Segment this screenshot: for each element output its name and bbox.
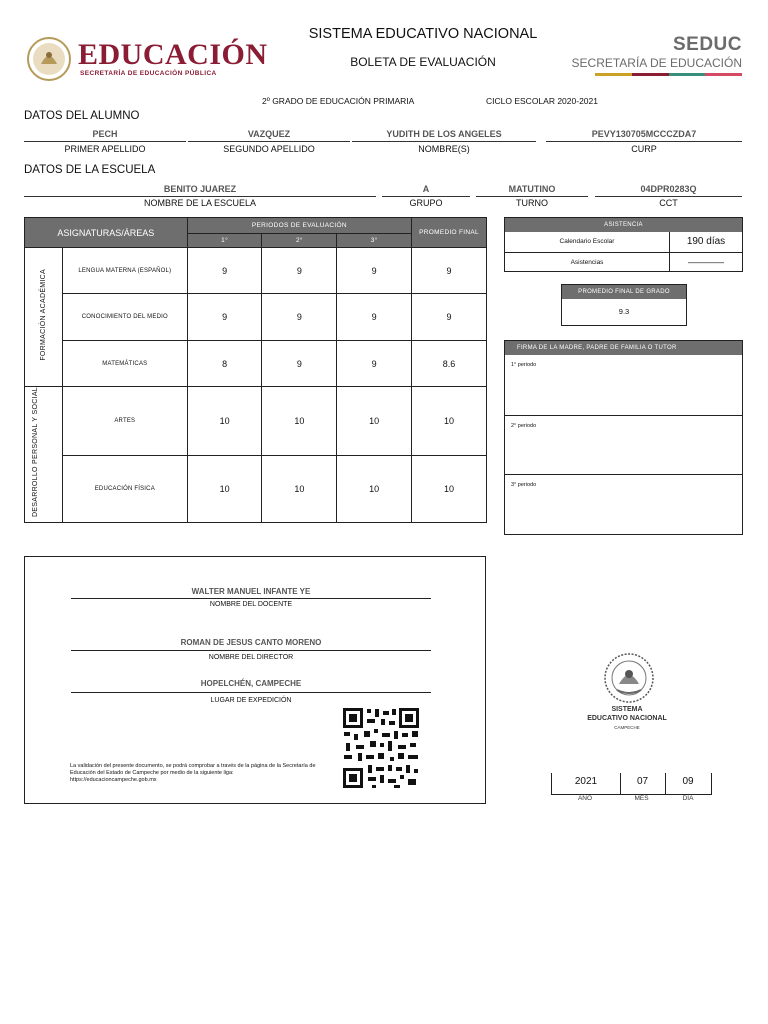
teacher-name: WALTER MANUEL INFANTE YE bbox=[191, 587, 311, 596]
calendar-value: 190 días bbox=[686, 236, 726, 247]
place-name: HOPELCHÉN, CAMPECHE bbox=[200, 679, 302, 688]
school-name-label: NOMBRE DE LA ESCUELA bbox=[143, 198, 257, 208]
names-label: NOMBRE(S) bbox=[418, 144, 470, 154]
attendance-row bbox=[505, 232, 742, 253]
divider bbox=[546, 141, 742, 142]
grade-cell: 9 bbox=[337, 294, 412, 341]
final-average-value: 9.3 bbox=[618, 307, 630, 316]
final-grade-cell: 9 bbox=[412, 294, 487, 341]
divider bbox=[188, 141, 350, 142]
names-value: YUDITH DE LOS ANGELES bbox=[386, 129, 502, 139]
divider bbox=[24, 196, 376, 197]
date-year-label: AÑO bbox=[577, 795, 593, 802]
grade-cell: 9 bbox=[187, 294, 262, 341]
validation-text: La validación del presente documento, se podrá comprobar a través de la página de la Secretaría de Educación del Estado de Campeche por medio de la siguiente liga: https://educacioncampeche.gob.mx bbox=[70, 763, 316, 783]
divider bbox=[382, 196, 470, 197]
date-day-label: DÍA bbox=[682, 795, 694, 802]
subject-cell: ARTES bbox=[62, 387, 187, 456]
date-month-label: MES bbox=[634, 795, 649, 802]
director-label: NOMBRE DEL DIRECTOR bbox=[208, 654, 294, 661]
sen-stamp bbox=[578, 652, 676, 732]
table-row bbox=[25, 341, 487, 387]
table-row bbox=[25, 387, 487, 456]
cct-value: 04DPR0283Q bbox=[640, 184, 697, 194]
logo-subtitle: SECRETARÍA DE EDUCACIÓN PÚBLICA bbox=[80, 70, 217, 77]
first-surname-label: PRIMER APELLIDO bbox=[64, 144, 146, 154]
date-box bbox=[551, 773, 712, 795]
grade-cell: 9 bbox=[262, 294, 337, 341]
period-3-header: 3° bbox=[337, 234, 412, 248]
divider bbox=[71, 650, 431, 651]
qr-code-icon bbox=[342, 707, 420, 789]
attendance-label: Asistencias bbox=[505, 253, 670, 272]
date-day: 09 bbox=[682, 776, 694, 787]
director-name: ROMAN DE JESUS CANTO MORENO bbox=[180, 638, 322, 647]
second-surname-value: VAZQUEZ bbox=[247, 129, 291, 139]
attendance-box bbox=[504, 217, 743, 272]
signature-period-1: 1° periodo bbox=[511, 362, 537, 368]
grade-cell: 10 bbox=[337, 387, 412, 456]
subject-cell: EDUCACIÓN FÍSICA bbox=[62, 455, 187, 522]
period-1-header: 1° bbox=[187, 234, 262, 248]
grades-table bbox=[24, 217, 487, 523]
signature-period-3: 3° periodo bbox=[505, 474, 742, 534]
document-title: SISTEMA EDUCATIVO NACIONAL bbox=[308, 26, 538, 42]
final-grade-cell: 9 bbox=[412, 248, 487, 294]
logo-wordmark: EDUCACIÓN bbox=[78, 38, 268, 71]
final-grade-cell: 10 bbox=[412, 387, 487, 456]
signature-period-2: 2° periodo bbox=[505, 415, 742, 474]
parent-signature-header: FIRMA DE LA MADRE, PADRE DE FAMILIA O TUTOR bbox=[505, 341, 742, 355]
national-seal-icon bbox=[603, 652, 655, 704]
subject-cell: LENGUA MATERNA (ESPAÑOL) bbox=[62, 248, 187, 294]
final-grade-cell: 8.6 bbox=[412, 341, 487, 387]
table-row bbox=[25, 248, 487, 294]
grade-cell: 9 bbox=[262, 341, 337, 387]
first-surname-value: PECH bbox=[92, 129, 118, 139]
group-label: GRUPO bbox=[409, 198, 443, 208]
curp-label: CURP bbox=[631, 144, 657, 154]
grade-cell: 9 bbox=[262, 248, 337, 294]
sep-logo bbox=[24, 36, 268, 86]
divider bbox=[71, 598, 431, 599]
divider bbox=[476, 196, 588, 197]
mexican-seal-icon bbox=[26, 36, 72, 82]
group-cell bbox=[25, 387, 63, 523]
period-2-header: 2° bbox=[262, 234, 337, 248]
date-month: 07 bbox=[636, 776, 649, 787]
shift-value: MATUTINO bbox=[508, 184, 556, 194]
group-cell bbox=[25, 248, 63, 387]
attendance-header: ASISTENCIA bbox=[505, 218, 742, 232]
final-grade-cell: 10 bbox=[412, 455, 487, 522]
grade-cell: 9 bbox=[337, 341, 412, 387]
officials-panel bbox=[24, 556, 486, 804]
attendance-row bbox=[505, 253, 742, 272]
grade-cell: 9 bbox=[187, 248, 262, 294]
seduc-wordmark: SEDUC bbox=[672, 34, 742, 55]
divider bbox=[24, 141, 186, 142]
subject-cell: CONOCIMIENTO DEL MEDIO bbox=[62, 294, 187, 341]
subjects-header: ASIGNATURAS/ÁREAS bbox=[25, 218, 188, 248]
grade-cell: 10 bbox=[262, 455, 337, 522]
document-subtitle: BOLETA DE EVALUACIÓN bbox=[350, 55, 496, 69]
stamp-line-3: CAMPECHE bbox=[614, 725, 640, 730]
final-average-box bbox=[561, 284, 687, 326]
subject-cell: MATEMÁTICAS bbox=[62, 341, 187, 387]
student-section-title: DATOS DEL ALUMNO bbox=[24, 110, 140, 122]
grade-cell: 10 bbox=[187, 455, 262, 522]
cct-label: CCT bbox=[659, 198, 678, 208]
calendar-label: Calendario Escolar bbox=[505, 232, 670, 252]
final-header: PROMEDIO FINAL bbox=[412, 218, 487, 248]
group-value: A bbox=[422, 184, 430, 194]
curp-value: PEVY130705MCCCZDA7 bbox=[591, 129, 697, 139]
divider bbox=[352, 141, 536, 142]
shift-label: TURNO bbox=[516, 198, 548, 208]
seduc-color-bar bbox=[595, 73, 742, 76]
grade-cell: 9 bbox=[337, 248, 412, 294]
grade-line: 2º GRADO DE EDUCACIÓN PRIMARIA bbox=[262, 96, 415, 106]
stamp-line-1: SISTEMA bbox=[611, 706, 643, 713]
teacher-label: NOMBRE DEL DOCENTE bbox=[209, 601, 293, 608]
school-name-value: BENITO JUAREZ bbox=[163, 184, 237, 194]
date-year: 2021 bbox=[574, 776, 598, 787]
school-section-title: DATOS DE LA ESCUELA bbox=[24, 164, 156, 176]
seduc-subtitle: SECRETARÍA DE EDUCACIÓN bbox=[571, 56, 742, 70]
second-surname-label: SEGUNDO APELLIDO bbox=[223, 144, 315, 154]
grade-cell: 10 bbox=[187, 387, 262, 456]
grade-cell: 8 bbox=[187, 341, 262, 387]
cycle-line: CICLO ESCOLAR 2020-2021 bbox=[486, 96, 598, 106]
group-label-personal: DESARROLLO PERSONAL Y SOCIAL bbox=[32, 387, 40, 518]
divider bbox=[71, 692, 431, 693]
parent-signature-box bbox=[504, 340, 743, 535]
seduc-logo bbox=[562, 34, 742, 76]
table-row bbox=[25, 455, 487, 522]
grade-cell: 10 bbox=[337, 455, 412, 522]
stamp-line-2: EDUCATIVO NACIONAL bbox=[587, 715, 667, 722]
divider bbox=[595, 196, 742, 197]
final-average-header: PROMEDIO FINAL DE GRADO bbox=[562, 285, 686, 299]
attendance-value: ———— bbox=[688, 257, 724, 267]
grade-cell: 10 bbox=[262, 387, 337, 456]
periods-header: PERIODOS DE EVALUACIÓN bbox=[187, 218, 411, 234]
place-label: LUGAR DE EXPEDICIÓN bbox=[210, 697, 292, 704]
table-row bbox=[25, 294, 487, 341]
group-label-academic: FORMACIÓN ACADÉMICA bbox=[39, 268, 47, 361]
